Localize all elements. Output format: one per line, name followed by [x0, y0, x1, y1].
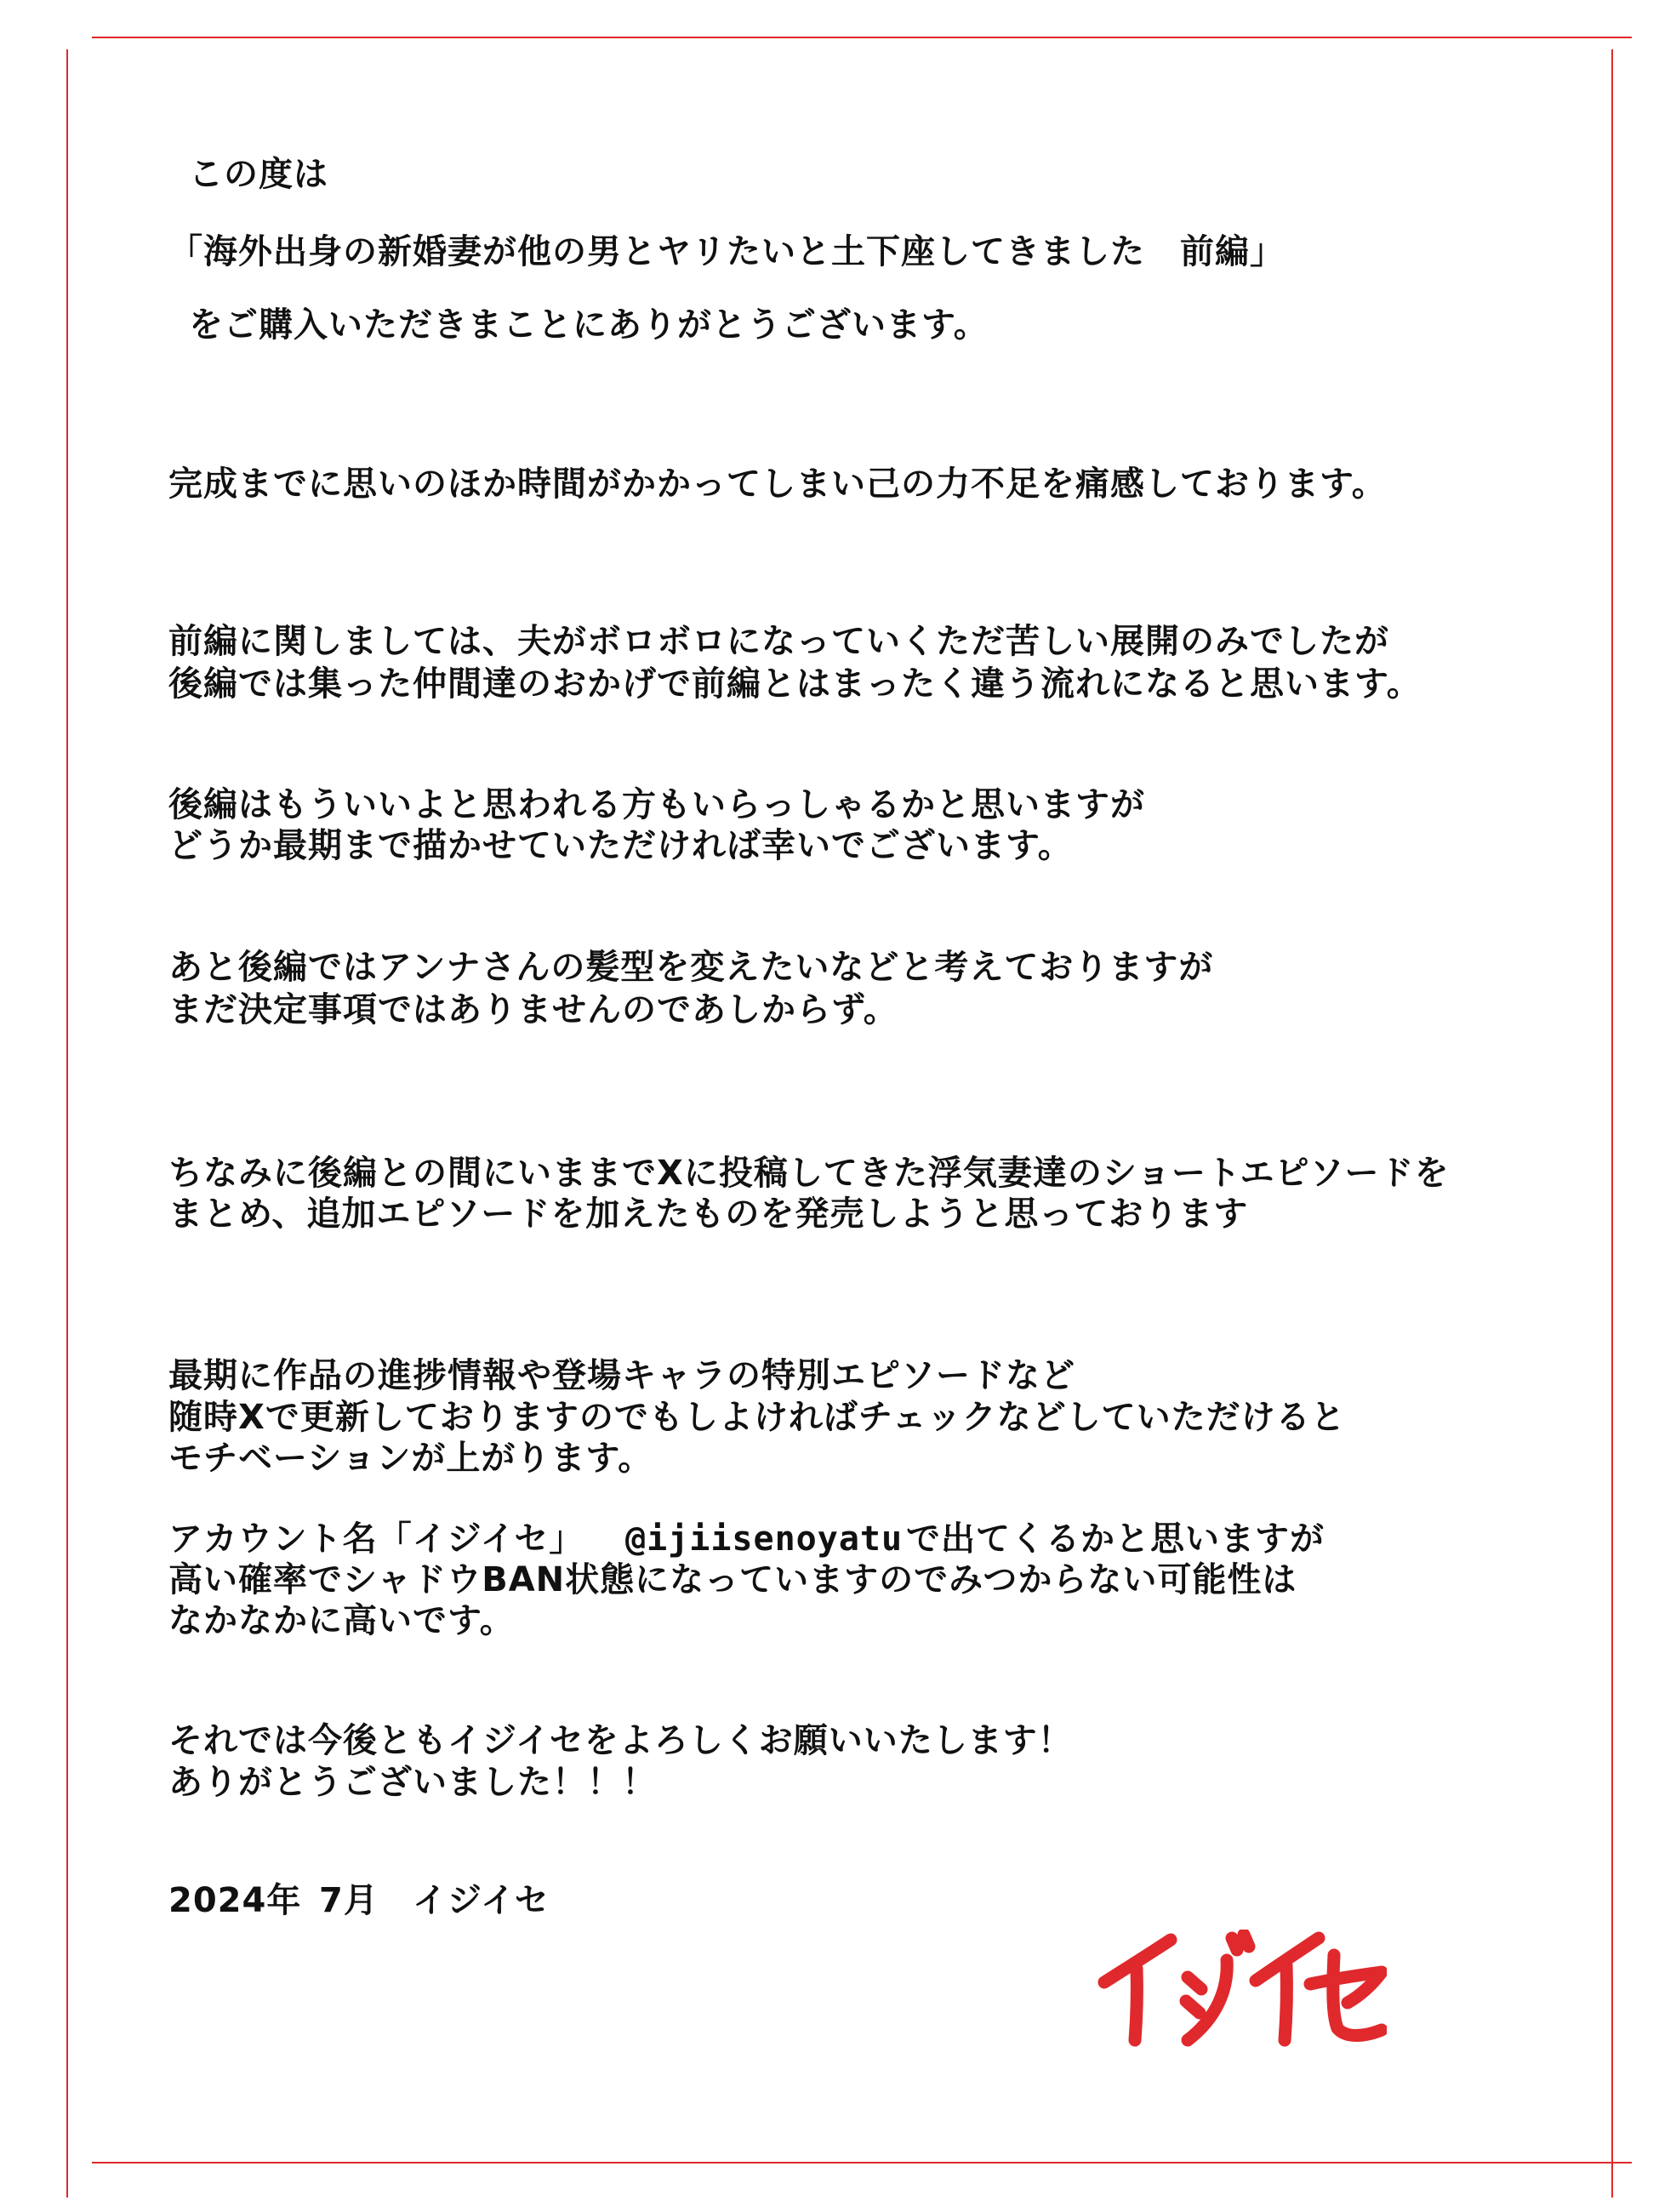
sns-note-line-3: モチベーションが上がります。	[168, 1439, 653, 1478]
sns-note-line-1: 最期に作品の進捗情報や登場キャラの特別エピソードなど	[168, 1356, 1075, 1395]
signature-stroke	[1232, 1938, 1237, 1950]
date-month: 7月	[319, 1881, 379, 1920]
closing-line-2: ありがとうございました！！！	[168, 1763, 657, 1802]
frame-top-line	[92, 37, 1632, 38]
hairstyle-note-line-1: あと後編ではアンナさんの髪型を変えたいなどと考えておりますが	[168, 948, 1214, 987]
author-signature-logo	[1097, 1930, 1387, 2049]
part2-request-line-2: どうか最期まで描かせていただければ幸いでございます。	[168, 826, 1073, 865]
frame-left-line	[66, 49, 68, 2198]
signature-stroke	[1244, 1935, 1249, 1947]
part2-request-line-1: 後編はもういいよと思われる方もいらっしゃるかと思いますが	[168, 785, 1145, 824]
account-note-line-3: なかなかに高いです。	[168, 1601, 515, 1640]
signature-stroke	[1186, 2001, 1200, 2013]
signature-stroke	[1135, 1969, 1137, 2040]
account-note-line-2: 高い確率でシャドウBAN状態になっていますのでみつからない可能性は	[168, 1560, 1297, 1599]
account-note-line-1-suffix: で出てくるかと思いますが	[906, 1519, 1325, 1559]
greeting-title-line: 「海外出身の新婚妻が他の男とヤリたいと土下座してきました 前編」	[168, 232, 1285, 271]
sns-note-line-2: 随時Xで更新しておりますのでもしよければチェックなどしていただけると	[168, 1398, 1346, 1437]
frame-bottom-line	[92, 2162, 1632, 2164]
account-name-label: アカウント名「イジイセ」	[168, 1519, 584, 1559]
closing-line-1: それでは今後ともイジイセをよろしくお願いいたします！	[168, 1721, 1073, 1760]
signature-stroke	[1310, 1972, 1382, 2003]
date-author: イジイセ	[413, 1881, 550, 1920]
hairstyle-note-line-2: まだ決定事項ではありませんのであしからず。	[168, 990, 898, 1029]
account-handle: @ijiisenoyatu	[625, 1519, 904, 1559]
episode-note-line-1: ちなみに後編との間にいままでXに投稿してきた浮気妻達のショートエピソードを	[168, 1154, 1450, 1193]
signature-stroke	[1188, 1977, 1201, 1989]
apology-line-1: 完成までに思いのほか時間がかかってしまい己の力不足を痛感しております。	[168, 465, 1387, 504]
greeting-line-3: をご購入いただきまことにありがとうございます。	[189, 305, 989, 345]
episode-note-line-2: まとめ、追加エピソードを加えたものを発売しようと思っております	[168, 1194, 1249, 1234]
part1-note-line-1: 前編に関しましては、夫がボロボロになっていくただ苦しい展開のみでしたが	[168, 622, 1389, 661]
part1-note-line-2: 後編では集った仲間達のおかげで前編とはまったく違う流れになると思います。	[168, 664, 1422, 704]
frame-right-line	[1611, 49, 1613, 2198]
signature-stroke	[1285, 1965, 1286, 2040]
date-year: 2024年	[168, 1881, 302, 1920]
greeting-line-1: この度は	[189, 155, 328, 194]
